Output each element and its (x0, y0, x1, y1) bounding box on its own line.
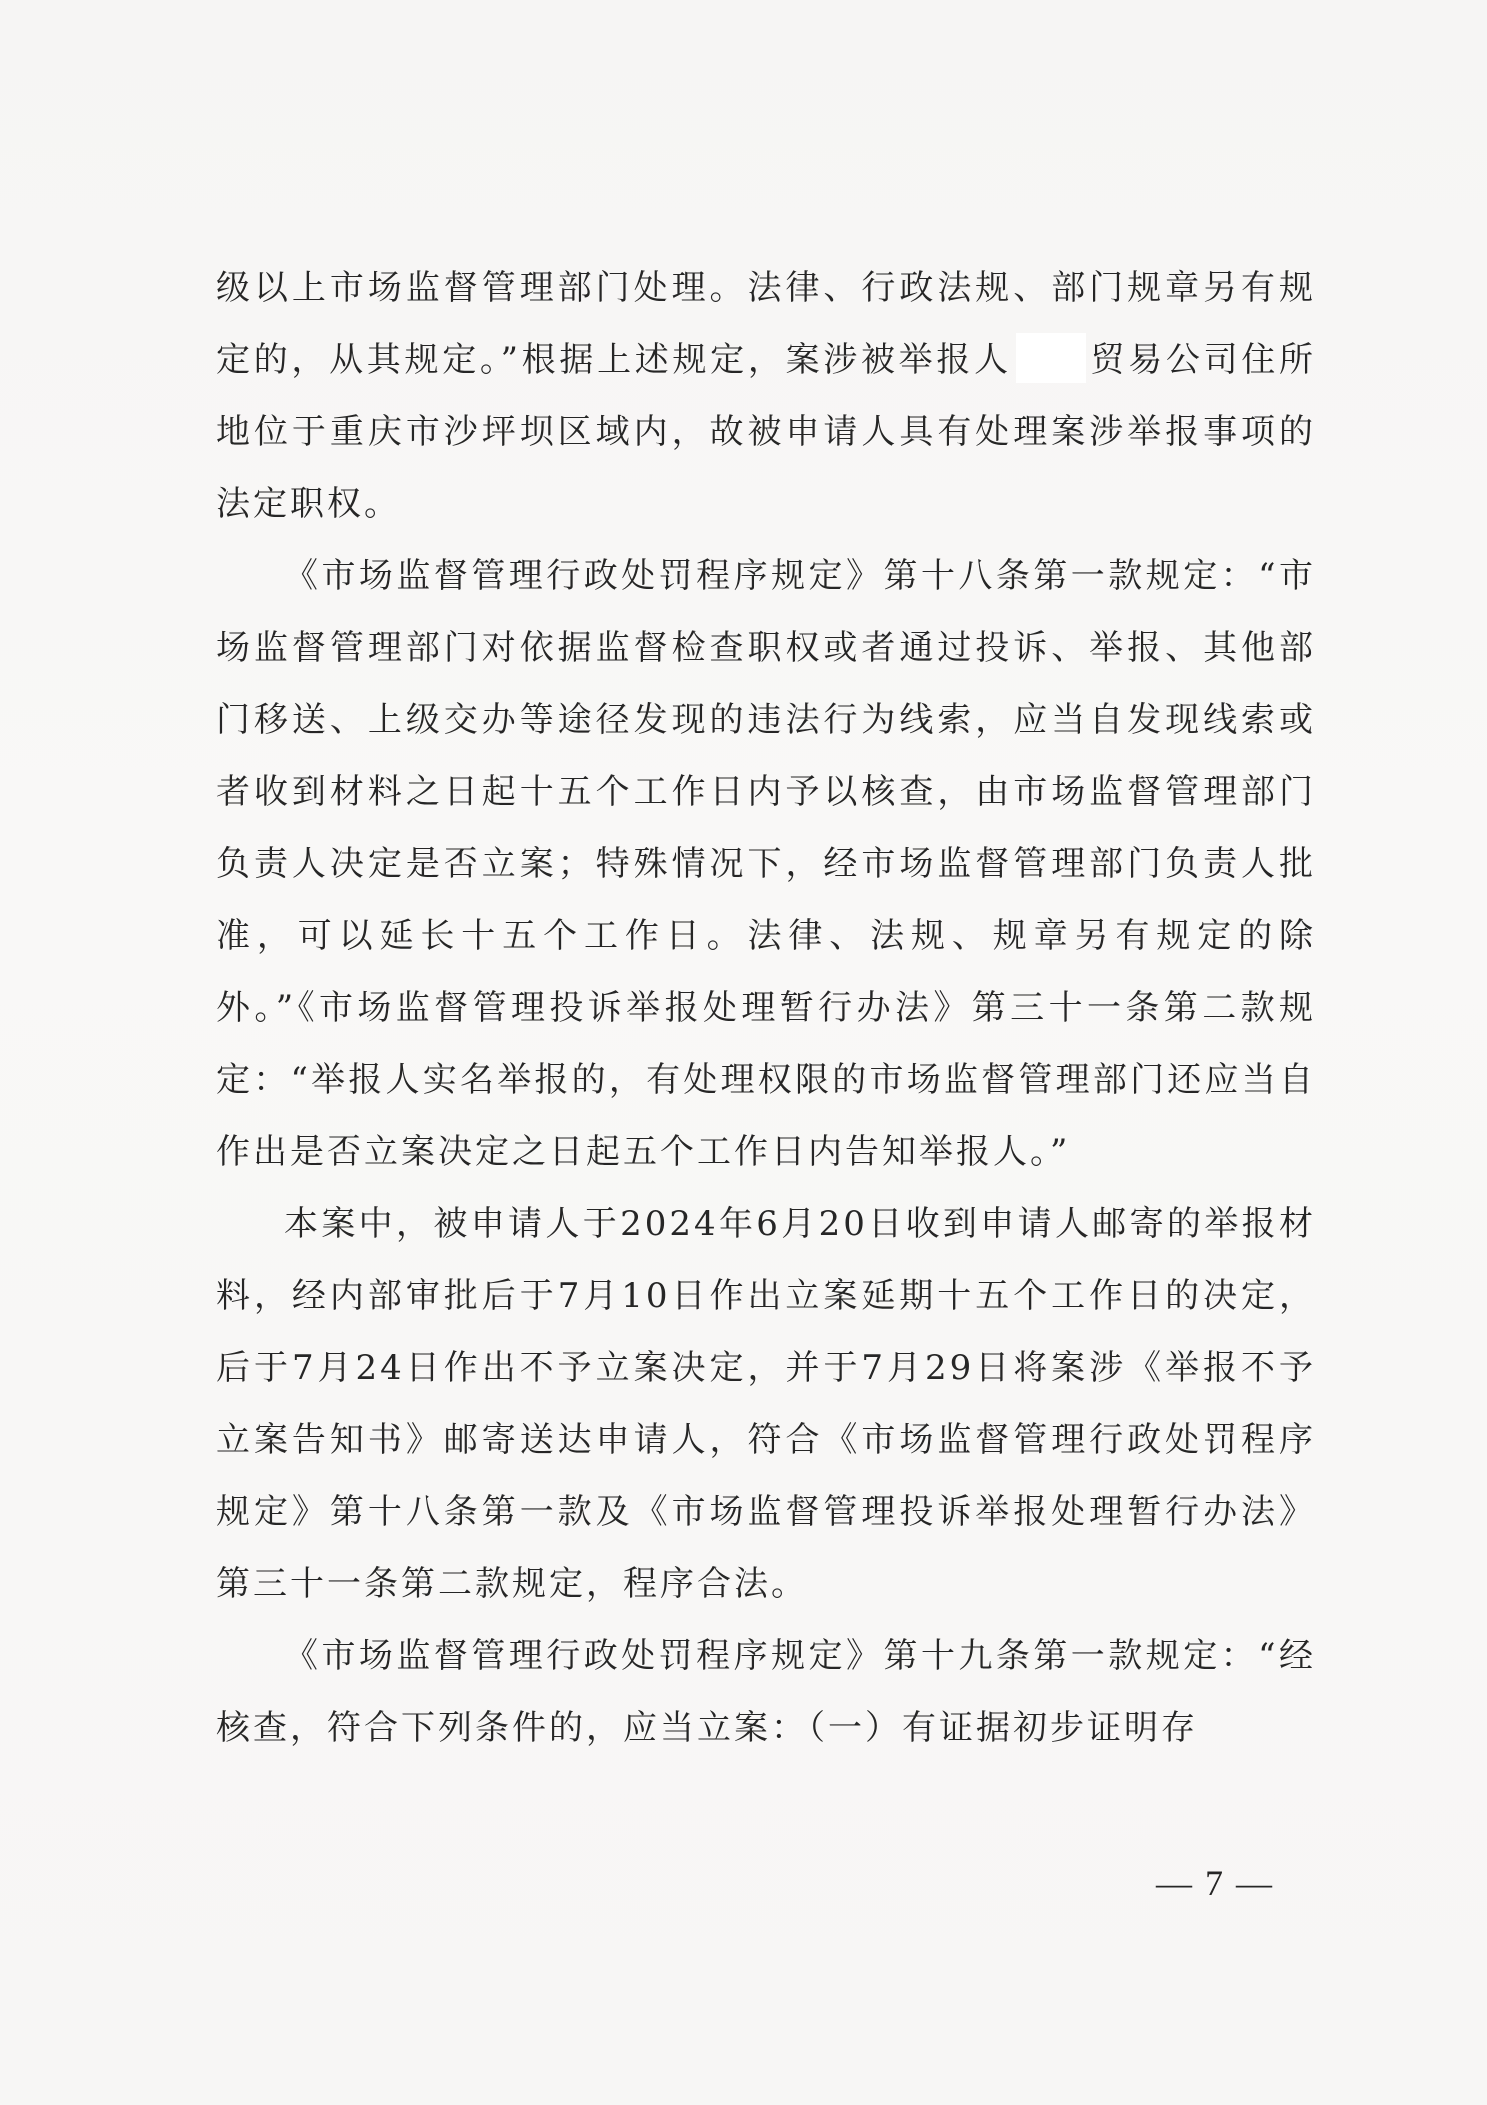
page-number: — 7 — (1156, 1863, 1274, 1903)
paragraph-text: 级以上市场监督管理部门处理。法律、行政法规、部门规章另有规定的，从其规定。”根据上述规定，案涉被举报人 (216, 268, 1316, 380)
paragraph-procedure-rules: 《市场监督管理行政处罚程序规定》第十八条第一款规定：“市场监督管理部门对依据监督检查职权或者通过投诉、举报、其他部门移送、上级交办等途径发现的违法行为线索，应当自发现线索或者收到材料之日起十五个工作日内予以核查，由市场监督管理部门负责人决定是否立案；特殊情况下，经市场监督管理部门负责人批准，可以延长十五个工作日。法律、法规、规章另有规定的除外。”《市场监督管理投诉举报处理暂行办法》第三十一条第二款规定：“举报人实名举报的，有处理权限的市场监督管理部门还应当自作出是否立案决定之日起五个工作日内告知举报人。” (216, 556, 1316, 1172)
document-body (216, 252, 1316, 1764)
paragraph-text: 贸易公司住所地位于重庆市沙坪坝区域内，故被申请人具有处理案涉举报事项的法定职权。 (216, 340, 1316, 524)
paragraph-jurisdiction (216, 252, 1316, 540)
paragraph-case-timeline: 本案中，被申请人于2024年6月20日收到申请人邮寄的举报材料，经内部审批后于7月10日作出立案延期十五个工作日的决定，后于7月24日作出不予立案决定，并于7月29日将案涉《举报不予立案告知书》邮寄送达申请人，符合《市场监督管理行政处罚程序规定》第十八条第一款及《市场监督管理投诉举报处理暂行办法》第三十一条第二款规定，程序合法。 (216, 1204, 1316, 1604)
redaction-block (1016, 333, 1086, 383)
paragraph-filing-conditions: 《市场监督管理行政处罚程序规定》第十九条第一款规定：“经核查，符合下列条件的，应当立案：（一）有证据初步证明存 (216, 1636, 1316, 1748)
